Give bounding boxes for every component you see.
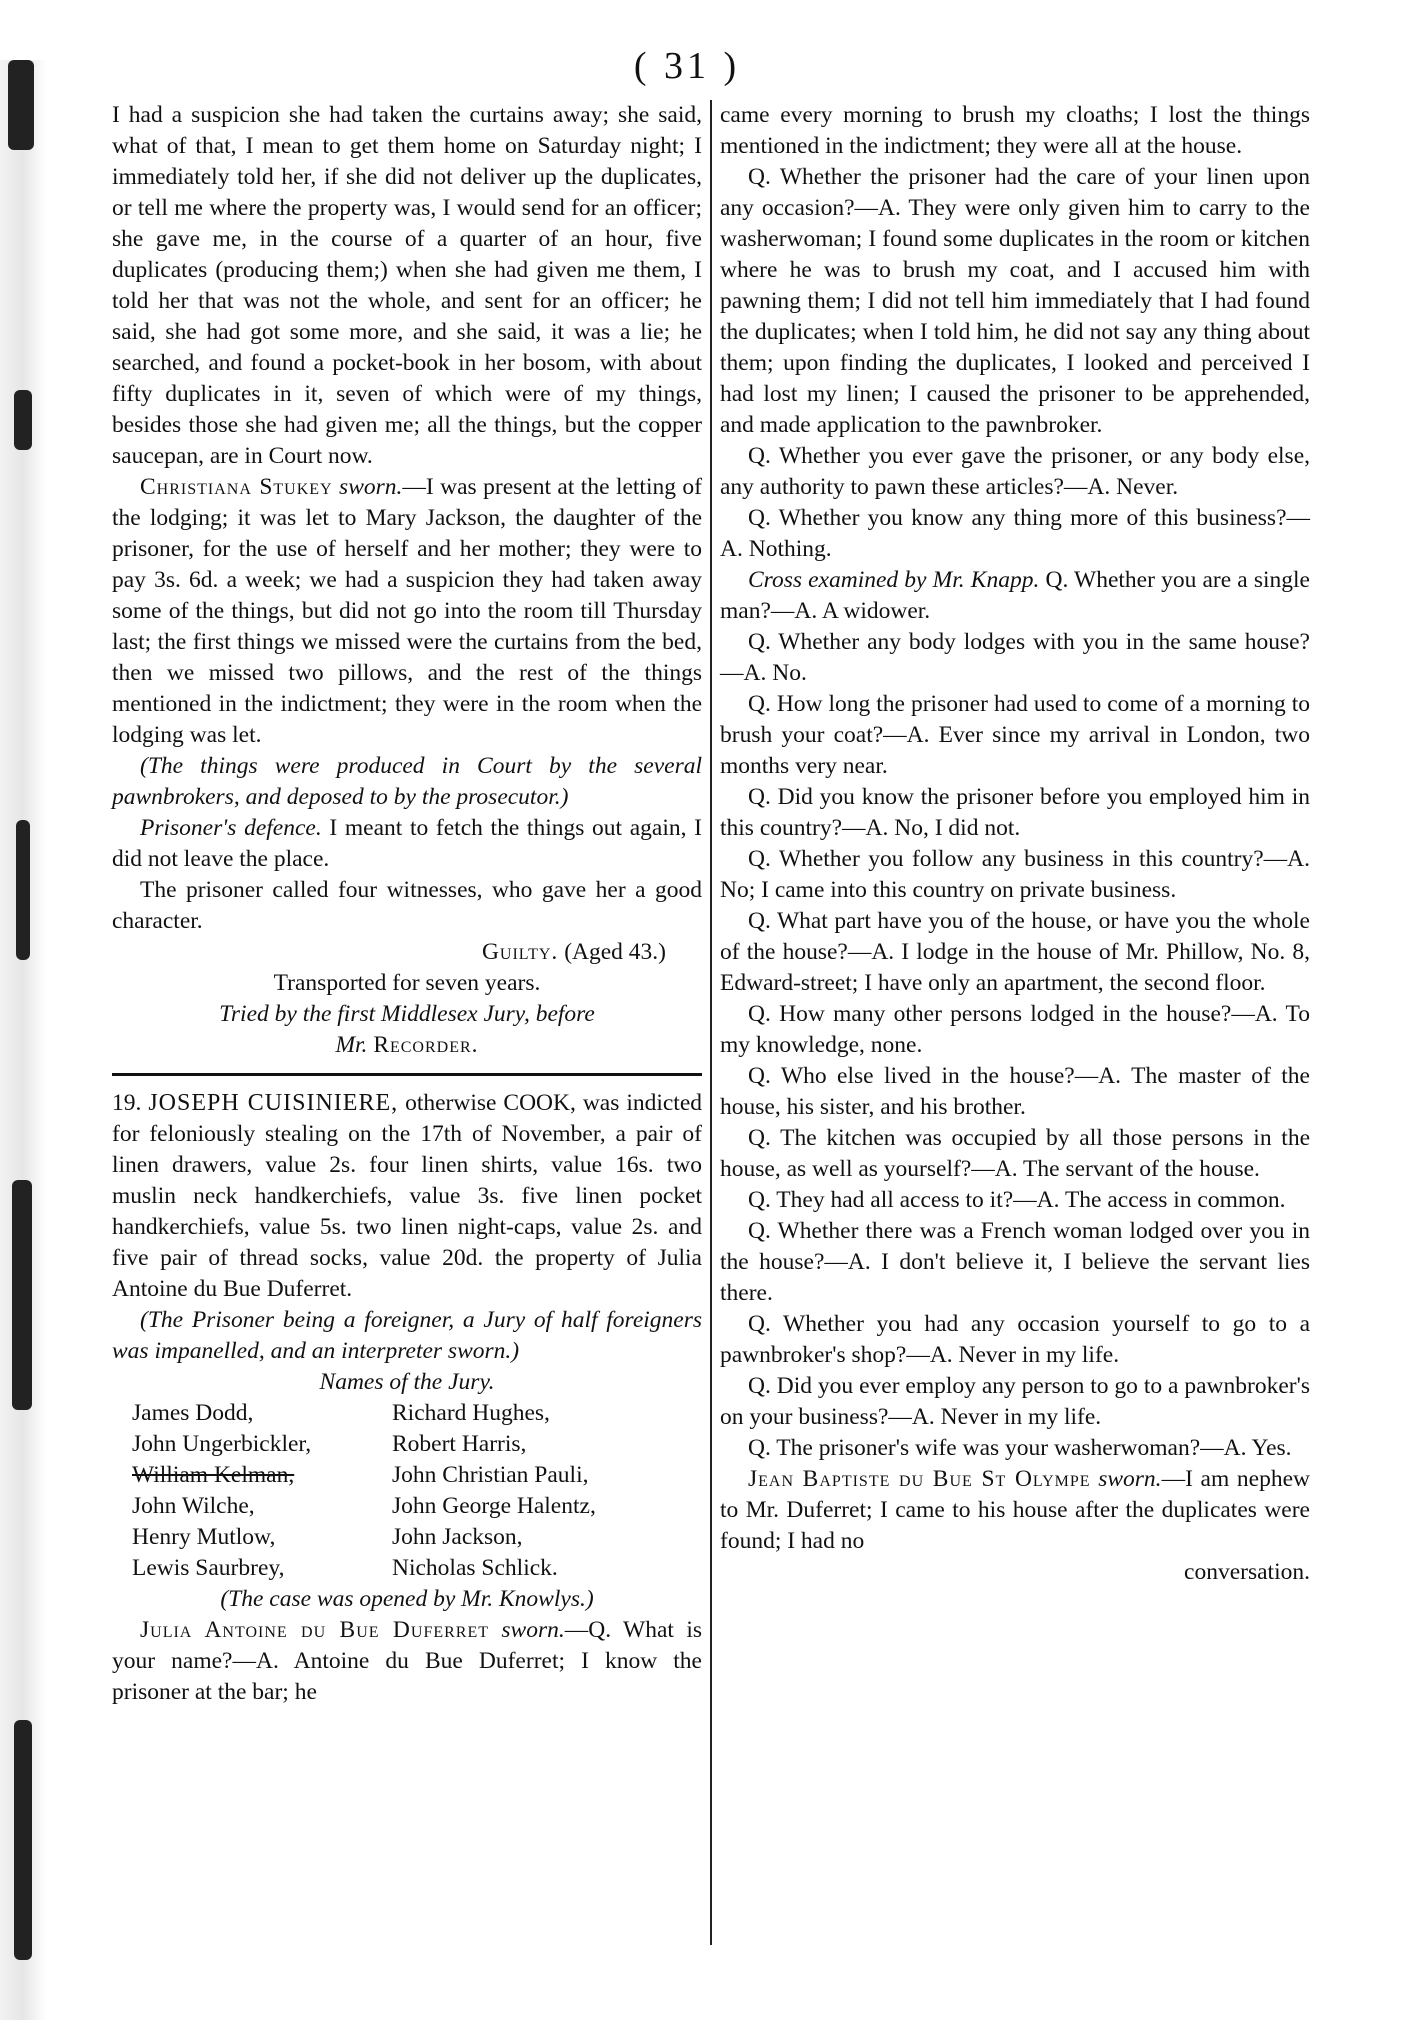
qa-paragraph: Q. Whether any body lodges with you in the same house?—A. No. [720, 629, 1310, 686]
page-number: ( 31 ) [633, 45, 741, 87]
defence-text: I meant to fetch the things out again, I did not leave the place. [112, 815, 702, 872]
qa-paragraph: Q. Did you ever employ any person to go to a pawnbroker's on your business?—A. Never in my life. [720, 1373, 1310, 1430]
qa-paragraph: Q. They had all access to it?—A. The access in common. [748, 1187, 1286, 1213]
tried-by [112, 999, 702, 1030]
binding-ink-mark [14, 390, 32, 450]
testimony-text: —I was present at the letting of the lodging; it was let to Mary Jackson, the daughter of the prisoner, for the use of herself and her mother; they were to pay 3s. 6d. a week; we had a suspicion they had taken away some of the things, but did not go into the room till Thursday last; the first things we missed were the curtains from the bed, then we missed two pillows, and the rest of the things mentioned in the indictment; they were in the room when the lodging was let. [112, 474, 702, 748]
juror-name: Lewis Saurbrey, [132, 1555, 285, 1581]
juror-name: John Ungerbickler, [132, 1431, 312, 1457]
juror-name: John Christian Pauli, [392, 1462, 589, 1488]
case-number: 19. [112, 1090, 142, 1116]
jury-row [112, 1460, 702, 1491]
cross-examination [720, 565, 1310, 627]
qa-paragraph: Q. How long the prisoner had used to come of a morning to brush your coat?—A. Ever since my arrival in London, two months very near. [720, 691, 1310, 779]
recorder-line [112, 1030, 702, 1061]
tried-by-text: Tried by the first Middlesex Jury, before [219, 1001, 595, 1027]
paragraph: came every morning to brush my cloaths; I lost the things mentioned in the indictment; they were all at the house. [720, 102, 1310, 159]
witness-name: Julia Antoine du Bue Duferret [140, 1617, 490, 1643]
jury-row [112, 1553, 702, 1584]
juror-name: John George Halentz, [392, 1493, 596, 1519]
binding-ink-mark [12, 1180, 32, 1410]
qa-paragraph: Q. What part have you of the house, or have you the whole of the house?—A. I lodge in the house of Mr. Phillow, No. 8, Edward-street; I have only an apartment, the second floor. [720, 908, 1310, 996]
sworn-label: sworn. [501, 1617, 565, 1643]
foreign-jury-note-text: (The Prisoner being a foreigner, a Jury of half foreigners was impanelled, and an interpreter sworn.) [112, 1307, 702, 1364]
column-divider [710, 100, 712, 1945]
cross-question: Q. Whether you are a single man?—A. A widower. [720, 567, 1310, 624]
recorder-name: Recorder. [373, 1032, 479, 1058]
qa-paragraph: Q. The kitchen was occupied by all those persons in the house, as well as yourself?—A. The servant of the house. [720, 1125, 1310, 1182]
indictment-text: otherwise COOK, was indicted for feloniously stealing on the 17th of November, a pair of linen drawers, value 2s. four linen shirts, value 16s. two muslin neck handkerchiefs, value 3s. five linen pocket handkerchiefs, value 5s. two linen night-caps, value 2s. and five pair of thread socks, value 20d. the property of Julia Antoine du Bue Duferret. [112, 1090, 703, 1302]
jury-heading-text: Names of the Jury. [319, 1369, 495, 1395]
juror-name: Nicholas Schlick. [392, 1555, 558, 1581]
witness-testimony [720, 1464, 1310, 1557]
jury-row [112, 1491, 702, 1522]
cross-label: Cross examined by Mr. Knapp. [748, 567, 1040, 593]
sentence: Transported for seven years. [273, 970, 541, 996]
qa-paragraph: Q. Whether you follow any business in this country?—A. No; I came into this country on private business. [720, 846, 1310, 903]
opened-note-text: (The case was opened by Mr. Knowlys.) [220, 1586, 594, 1612]
verdict-age: (Aged 43.) [564, 939, 666, 965]
binding-ink-mark [16, 820, 30, 960]
qa-paragraph: Q. Whether you ever gave the prisoner, or any body else, any authority to pawn these articles?—A. Never. [720, 443, 1310, 500]
court-note [112, 751, 702, 813]
jury-row [112, 1429, 702, 1460]
section-rule [112, 1073, 702, 1076]
juror-name: Robert Harris, [392, 1431, 527, 1457]
defendant-name: JOSEPH CUISINIERE, [148, 1090, 399, 1116]
testimony-text: —I am nephew to Mr. Duferret; I came to his house after the duplicates were found; I had no [720, 1466, 1310, 1554]
jury-row [112, 1398, 702, 1429]
witnesses-note: The prisoner called four witnesses, who gave her a good character. [112, 877, 702, 934]
qa-paragraph: Q. Did you know the prisoner before you employed him in this country?—A. No, I did not. [720, 784, 1310, 841]
jury-list [112, 1398, 702, 1584]
witness-name: Christiana Stukey [140, 474, 333, 500]
recorder-prefix: Mr. [335, 1032, 368, 1058]
sworn-label: sworn. [1098, 1466, 1162, 1492]
witness-testimony [112, 1615, 702, 1708]
juror-name: John Wilche, [132, 1493, 255, 1519]
binding-ink-mark [8, 60, 34, 150]
prisoner-defence [112, 813, 702, 875]
court-note-text: (The things were produced in Court by the several pawnbrokers, and deposed to by the prosecutor.) [112, 753, 702, 810]
juror-name: Henry Mutlow, [132, 1524, 276, 1550]
witness-testimony [112, 472, 702, 751]
verdict [112, 937, 702, 968]
testimony-text: —Q. What is your name?—A. Antoine du Bue Duferret; I know the prisoner at the bar; he [112, 1617, 702, 1705]
qa-paragraph: Q. Who else lived in the house?—A. The master of the house, his sister, and his brother. [720, 1063, 1310, 1120]
qa-paragraph: Q. Whether you had any occasion yourself to go to a pawnbroker's shop?—A. Never in my life. [720, 1311, 1310, 1368]
witness-name: Jean Baptiste du Bue St Olympe [748, 1466, 1091, 1492]
foreign-jury-note [112, 1305, 702, 1367]
qa-paragraph: Q. The prisoner's wife was your washerwoman?—A. Yes. [748, 1435, 1292, 1461]
opened-note [112, 1584, 702, 1615]
sworn-label: sworn. [339, 474, 403, 500]
jury-heading [112, 1367, 702, 1398]
binding-ink-mark [14, 1720, 32, 1960]
case-indictment [112, 1088, 702, 1305]
defence-label: Prisoner's defence. [140, 815, 322, 841]
left-column [112, 100, 702, 1708]
paragraph: I had a suspicion she had taken the curtains away; she said, what of that, I mean to get them home on Saturday night; I immediately told her, if she did not deliver up the duplicates, or tell me where the property was, I would send for an officer; she gave me, in the course of a quarter of an hour, five duplicates (producing them;) when she had given me them, I told her that was not the whole, and sent for an officer; he said, she had got some more, and she said, it was a lie; he searched, and found a pocket-book in her bosom, with about fifty duplicates in it, seven of which were of my things, besides those she had given me; all the things, but the copper saucepan, are in Court now. [112, 102, 702, 469]
jury-row [112, 1522, 702, 1553]
qa-paragraph: Q. Whether you know any thing more of this business?—A. Nothing. [720, 505, 1310, 562]
juror-name: William Kelman, [132, 1462, 295, 1488]
juror-name: James Dodd, [132, 1400, 254, 1426]
catchword: conversation. [1184, 1559, 1310, 1585]
qa-paragraph: Q. Whether the prisoner had the care of your linen upon any occasion?—A. They were only given him to carry to the washerwoman; I found some duplicates in the room or kitchen where he was to brush my coat, and I accused him with pawning them; I did not tell him immediately that I had found the duplicates; when I told him, he did not say any thing about them; upon finding the duplicates, I looked and perceived I had lost my linen; I caused the prisoner to be apprehended, and made application to the pawnbroker. [720, 164, 1310, 438]
verdict-guilty: Guilty. [481, 939, 559, 965]
juror-name: Richard Hughes, [392, 1400, 550, 1426]
page-binding-edge [0, 60, 46, 2020]
qa-paragraph: Q. Whether there was a French woman lodged over you in the house?—A. I don't believe it, I believe the servant lies there. [720, 1218, 1310, 1306]
qa-paragraph: Q. How many other persons lodged in the house?—A. To my knowledge, none. [720, 1001, 1310, 1058]
juror-name: John Jackson, [392, 1524, 523, 1550]
right-column [720, 100, 1310, 1588]
